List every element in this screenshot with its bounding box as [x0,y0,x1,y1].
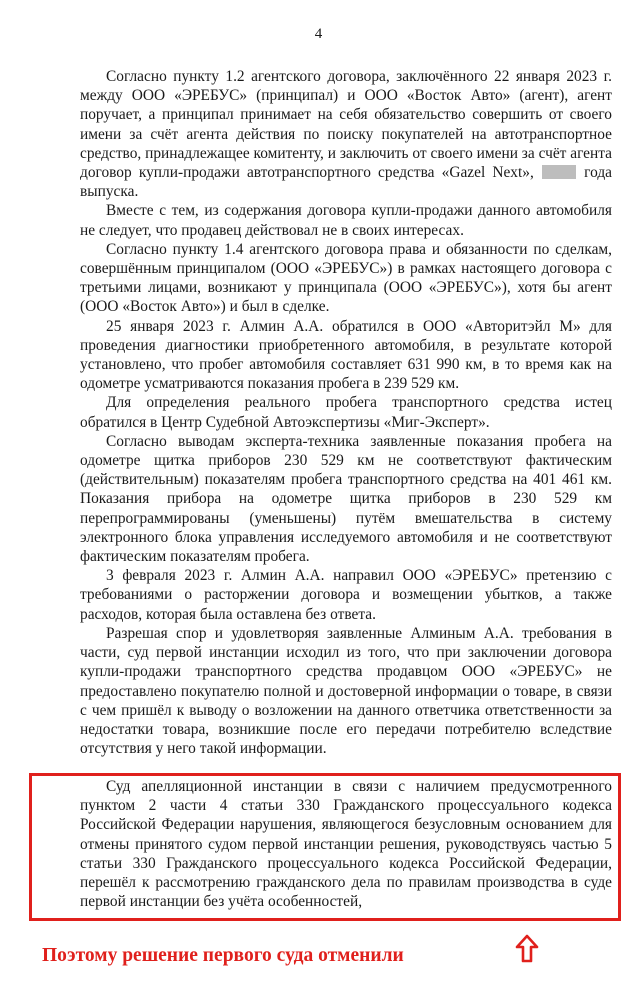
paragraph: Согласно пункту 1.4 агентского договора права и обязанности по сделкам, совершённым принципалом (ООО «ЭРЕБУС») в рамках настоящего договора с третьими лицами, возникают у принципала (ООО «ЭРЕБУС»), хотя бы агент (ООО «Восток Авто») и был в сделке. [80,240,612,316]
paragraph: Согласно выводам эксперта-техника заявленные показания пробега на одометре щитка приборов 230 529 км не соответствуют фактическим (действительным) показателям пробега транспортного средства на 401 461 км. Показания прибора на одометре щитка приборов в 230 529 км перепрограммированы (уменьшены) путём вмешательства в систему электронного блока управления исследуемого автомобиля и не соответствуют фактическим показателям пробега. [80,432,612,566]
arrow-up-icon [515,934,539,964]
annotation-caption: Поэтому решение первого суда отменили [42,945,404,966]
highlight-frame [29,773,621,921]
highlighted-paragraph: Суд апелляционной инстанции в связи с наличием предусмотренного пунктом 2 части 4 статьи 330 Гражданского процессуального кодекса Российской Федерации нарушения, являющегося безусловным основанием для отмены принятого судом первой инстанции решения, руководствуясь частью 5 статьи 330 Гражданского процессуального кодекса Российской Федерации, перешёл к рассмотрению гражданского дела по правилам производства в суде первой инстанции без учёта особенностей, [80,778,612,911]
paragraph: Разрешая спор и удовлетворяя заявленные Алминым А.А. требования в части, суд первой инстанции исходил из того, что при заключении договора купли-продажи транспортного средства продавцом ООО «ЭРЕБУС» не предоставлено покупателю полной и достоверной информации о товаре, в связи с чем пришёл к выводу о возложении на данного ответчика ответственности за недостатки товара, возникшие после его передачи потребителю вследствие отсутствия у него такой информации. [80,624,612,758]
document-body [80,67,612,758]
paragraph: 3 февраля 2023 г. Алмин А.А. направил ООО «ЭРЕБУС» претензию с требованиями о расторжении договора и возмещении убытков, а также расходов, которая была оставлена без ответа. [80,567,612,623]
paragraph [80,67,612,201]
paragraph: Вместе с тем, из содержания договора купли-продажи данного автомобиля не следует, что продавец действовал не в своих интересах. [80,202,612,239]
paragraph: 25 января 2023 г. Алмин А.А. обратился в ООО «Авторитэйл М» для проведения диагностики приобретенного автомобиля, в результате которой установлено, что пробег автомобиля составляет 631 990 км, в то время как на одометре усматриваются показания пробега в 239 529 км. [80,317,612,393]
paragraph-tail: года выпуска. [80,164,612,201]
page-number: 4 [314,26,323,42]
redaction-block [542,165,576,179]
paragraph: Для определения реального пробега транспортного средства истец обратился в Центр Судебной Автоэкспертизы «Миг-Эксперт». [80,394,612,431]
paragraph-text: Согласно пункту 1.2 агентского договора, заключённого 22 января 2023 г. между ООО «ЭРЕБУС» (принципал) и ООО «Восток Авто» (агент), агент поручает, а принципал принимает на себя обязательство совершить от своего имени за счёт агента действия по поиску покупателей на автотранспортное средство, принадлежащее комитенту, и заключить от своего имени за счёт агента договор купли-продажи автотранспортного средства «Gazel Next», [80,68,612,182]
